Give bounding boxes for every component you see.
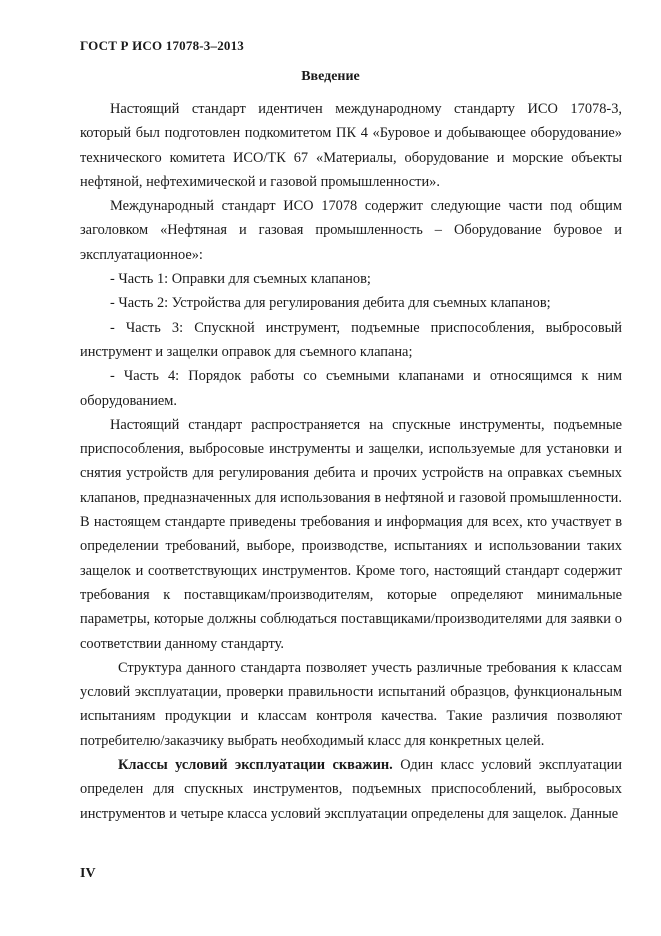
standard-code-header: ГОСТ Р ИСО 17078-3–2013 xyxy=(80,38,245,53)
parts-intro-paragraph: Международный стандарт ИСО 17078 содержит следующие части под общим заголовком «Нефтяная и газовая промышленность – Оборудование буровое и эксплуатационное»: xyxy=(80,198,622,263)
list-item: - Часть 2: Устройства для регулирования дебита для съемных клапанов; xyxy=(110,295,551,312)
list-item: - Часть 3: Спускной инструмент, подъемные приспособления, выбросовый инструмент и защелки оправок для съемного клапана; xyxy=(80,319,622,360)
page-number: IV xyxy=(80,866,96,881)
classes-paragraph xyxy=(80,753,622,826)
scope-paragraph: Настоящий стандарт распространяется на спускные инструменты, подъемные приспособления, выбросовые инструменты и защелки, используемые для установки и снятия устройств для регулирования дебита и прочих устройств на оправках съемных клапанов, предназначенных для использования в нефтяной и газовой промышленности. В настоящем стандарте приведены требования и информация для всех, кто участвует в определении требований, выборе, производстве, испытаниях и использовании таких защелок и соответствующих инструментов. Кроме того, настоящий стандарт содержит требования к поставщикам/производителям, которые определяют минимальные параметры, которые должны соблюдаться поставщиками/производителями для заявки о соответствии данному стандарту. xyxy=(80,416,622,652)
list-item: - Часть 1: Оправки для съемных клапанов; xyxy=(110,271,371,288)
list-item: - Часть 4: Порядок работы со съемными клапанами и относящимся к ним оборудованием. xyxy=(80,368,622,409)
structure-paragraph: Структура данного стандарта позволяет учесть различные требования к классам условий эксплуатации, проверки правильности испытаний образцов, функциональным испытаниям продукции и классам контроля качества. Такие различия позволяют потребителю/заказчику выбрать необходимый класс для конкретных целей. xyxy=(80,659,622,749)
classes-text: Один класс условий эксплуатации определен для спускных инструментов, подъемных приспособлений, выбросовых инструментов и четыре класса условий эксплуатации определены для защелок. Данные xyxy=(80,757,622,822)
section-title: Введение xyxy=(301,69,360,84)
classes-lead: Классы условий эксплуатации скважин. xyxy=(118,757,393,774)
intro-paragraph: Настоящий стандарт идентичен международному стандарту ИСО 17078-3, который был подготовлен подкомитетом ПК 4 «Буровое и добывающее оборудование» технического комитета ИСО/ТК 67 «Материалы, оборудование и морские объекты нефтяной, нефтехимической и газовой промышленности». xyxy=(80,101,622,190)
document-body xyxy=(80,97,622,826)
